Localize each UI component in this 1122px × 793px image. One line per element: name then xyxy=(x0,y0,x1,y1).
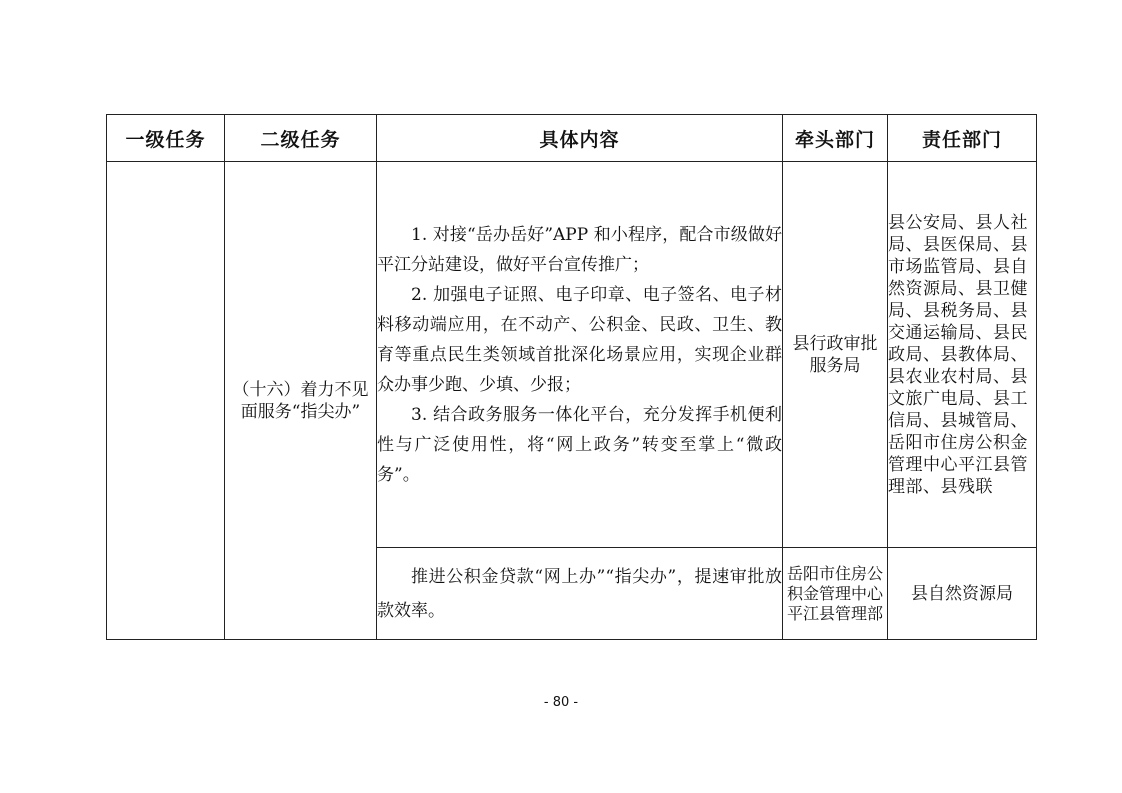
header-content: 具体内容 xyxy=(377,115,783,162)
responsible-dept-cell: 县公安局、县人社局、县医保局、县市场监管局、县自然资源局、县卫健局、县税务局、县交通运输局、县民政局、县教体局、县农业农村局、县文旅广电局、县工信局、县城管局、岳阳市住房公积金管理中心平江县管理部、县残联 xyxy=(888,162,1037,548)
level1-cell xyxy=(107,162,225,640)
content-item-2: 2. 加强电子证照、电子印章、电子签名、电子材料移动端应用，在不动产、公积金、民政、卫生、教育等重点民生类领域首批深化场景应用，实现企业群众办事少跑、少填、少报； xyxy=(377,284,782,395)
content-item-3: 3. 结合政务服务一体化平台，充分发挥手机便利性与广泛使用性，将“网上政务”转变至掌上“微政务”。 xyxy=(377,404,782,485)
page-number: - 80 - xyxy=(543,695,579,710)
lead-dept-cell: 岳阳市住房公积金管理中心平江县管理部 xyxy=(783,548,888,640)
table-row xyxy=(107,162,1037,548)
content-item-1: 1. 对接“岳办岳好”APP 和小程序，配合市级做好平江分站建设，做好平台宣传推广； xyxy=(377,224,782,275)
content-cell xyxy=(377,548,783,640)
header-responsible-dept: 责任部门 xyxy=(888,115,1037,162)
level2-cell: （十六）着力不见面服务“指尖办” xyxy=(225,162,377,640)
lead-dept-cell: 县行政审批服务局 xyxy=(783,162,888,548)
table-header-row xyxy=(107,115,1037,162)
content-item: 推进公积金贷款“网上办”“指尖办”，提速审批放款效率。 xyxy=(377,566,782,621)
content-cell xyxy=(377,162,783,548)
header-level2: 二级任务 xyxy=(225,115,377,162)
responsible-dept-cell: 县自然资源局 xyxy=(888,548,1037,640)
header-lead-dept: 牵头部门 xyxy=(783,115,888,162)
header-level1: 一级任务 xyxy=(107,115,225,162)
task-table xyxy=(106,114,1037,640)
